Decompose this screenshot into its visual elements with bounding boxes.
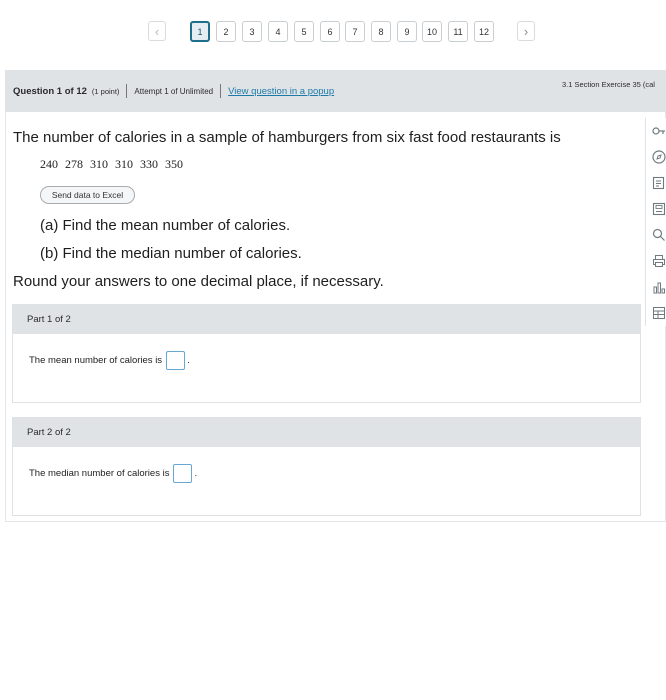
data-values: 240 278 310 310 330 350	[40, 157, 183, 171]
page-5-button[interactable]: 5	[294, 21, 314, 42]
part-1-header: Part 1 of 2	[13, 305, 640, 334]
part-2-body	[29, 464, 197, 483]
chevron-right-icon: ›	[523, 23, 529, 39]
send-to-excel-button[interactable]: Send data to Excel	[40, 186, 135, 204]
mean-answer-label: The mean number of calories is	[29, 355, 163, 366]
part-1-body	[29, 351, 190, 370]
page-2-button[interactable]: 2	[216, 21, 236, 42]
attempt-info: Attempt 1 of Unlimited	[134, 86, 214, 96]
chart-icon[interactable]	[651, 279, 666, 294]
next-question-button[interactable]	[517, 21, 535, 41]
part-b-question: (b) Find the median number of calories.	[40, 245, 302, 262]
print-icon[interactable]	[651, 253, 666, 268]
mean-answer-input[interactable]	[166, 351, 185, 370]
section-label: 3.1 Section Exercise 35 (cal	[562, 80, 655, 89]
problem-prompt: The number of calories in a sample of hamburgers from six fast food restaurants is	[13, 129, 561, 146]
question-pager	[0, 21, 666, 45]
question-header	[5, 70, 666, 112]
part-2-panel	[12, 417, 641, 516]
page-1-button[interactable]: 1	[190, 21, 210, 42]
page-12-button[interactable]: 12	[474, 21, 494, 42]
page-6-button[interactable]: 6	[320, 21, 340, 42]
page-3-button[interactable]: 3	[242, 21, 262, 42]
part-1-panel	[12, 304, 641, 403]
part-a-question: (a) Find the mean number of calories.	[40, 217, 291, 234]
calculator-icon[interactable]	[651, 201, 666, 216]
notes-icon[interactable]	[651, 175, 666, 190]
question-number: Question 1 of 12	[13, 85, 87, 97]
key-icon[interactable]	[651, 123, 666, 138]
part-2-header: Part 2 of 2	[13, 418, 640, 447]
period: .	[194, 468, 198, 479]
tools-sidebar	[645, 118, 666, 326]
prev-question-button[interactable]	[148, 21, 166, 41]
period: .	[187, 355, 190, 366]
page-7-button[interactable]: 7	[345, 21, 365, 42]
median-answer-input[interactable]	[173, 464, 192, 483]
table-icon[interactable]	[651, 305, 666, 320]
divider	[126, 84, 127, 98]
compass-icon[interactable]	[651, 149, 666, 164]
search-tool-icon[interactable]	[651, 227, 666, 242]
page-4-button[interactable]: 4	[268, 21, 288, 42]
page-9-button[interactable]: 9	[397, 21, 417, 42]
page-8-button[interactable]: 8	[371, 21, 391, 42]
page-11-button[interactable]: 11	[448, 21, 468, 42]
divider	[220, 84, 221, 98]
view-popup-link[interactable]: View question in a popup	[228, 85, 335, 97]
rounding-instruction: Round your answers to one decimal place, if necessary.	[13, 273, 384, 290]
median-answer-label: The median number of calories is	[29, 468, 170, 479]
chevron-left-icon: ‹	[154, 23, 160, 39]
question-points: (1 point)	[91, 86, 120, 96]
page-10-button[interactable]: 10	[422, 21, 442, 42]
